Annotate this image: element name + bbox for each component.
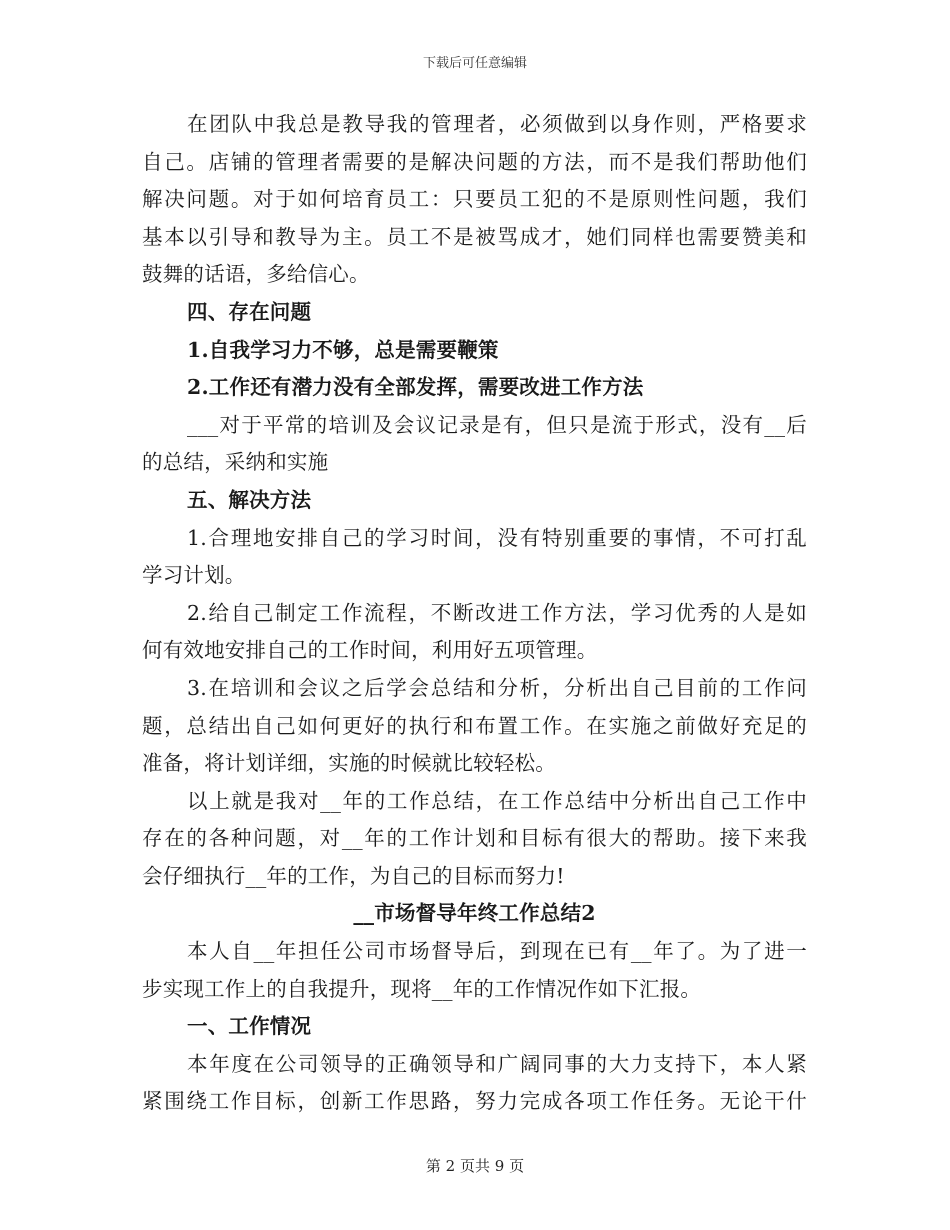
text-line: 以上就是我对__年的工作总结，在工作总结中分析出自己工作中 xyxy=(187,788,807,813)
text-line: 在团队中我总是教导我的管理者，必须做到以身作则，严格要求 xyxy=(187,112,807,136)
text-line: 何有效地安排自己的工作时间，利用好五项管理。 xyxy=(142,638,598,663)
text-line: 本年度在公司领导的正确领导和广阔同事的大力支持下，本人紧 xyxy=(187,1051,807,1076)
text-line: 准备，将计划详细，实施的时候就比较轻松。 xyxy=(142,751,556,776)
text-line: 的总结，采纳和实施 xyxy=(142,450,329,475)
text-line: 五、解决方法 xyxy=(187,487,312,512)
text-line: 存在的各种问题，对__年的工作计划和目标有很大的帮助。接下来我 xyxy=(142,826,807,851)
document-body xyxy=(142,106,807,1121)
text-line: 解决问题。对于如何培育员工：只要员工犯的不是原则性问题，我们 xyxy=(142,187,807,212)
text-line: ___对于平常的培训及会议记录是有，但只是流于形式，没有__后 xyxy=(187,412,807,437)
text-line: 鼓舞的话语，多给信心。 xyxy=(142,262,370,287)
text-line: 2.给自己制定工作流程，不断改进工作方法，学习优秀的人是如 xyxy=(187,600,807,625)
text-line: 3.在培训和会议之后学会总结和分析，分析出自己目前的工作问 xyxy=(187,675,807,700)
text-line: __市场督导年终工作总结2 xyxy=(353,901,596,926)
text-line: 本人自__年担任公司市场督导后，到现在已有__年了。为了进一 xyxy=(187,939,807,964)
text-line: 学习计划。 xyxy=(142,563,246,588)
text-line: 步实现工作上的自我提升，现将__年的工作情况作如下汇报。 xyxy=(142,976,702,1001)
text-line: 基本以引导和教导为主。员工不是被骂成才，她们同样也需要赞美和 xyxy=(142,224,807,249)
text-line: 会仔细执行__年的工作，为自己的目标而努力! xyxy=(142,863,565,888)
text-line: 1.自我学习力不够，总是需要鞭策 xyxy=(187,337,499,362)
text-line: 四、存在问题 xyxy=(187,299,312,324)
text-line: 2.工作还有潜力没有全部发挥，需要改进工作方法 xyxy=(187,375,644,400)
text-line: 1.合理地安排自己的学习时间，没有特别重要的事情，不可打乱 xyxy=(187,525,807,550)
text-line: 题，总结出自己如何更好的执行和布置工作。在实施之前做好充足的 xyxy=(142,713,807,738)
text-line: 自己。店铺的管理者需要的是解决问题的方法，而不是我们帮助他们 xyxy=(142,149,807,174)
page-footer: 第 2 页共 9 页 xyxy=(425,1157,525,1175)
text-line: 一、工作情况 xyxy=(187,1014,312,1039)
page-header: 下载后可任意编辑 xyxy=(422,56,527,71)
text-line: 紧围绕工作目标，创新工作思路，努力完成各项工作任务。无论干什 xyxy=(142,1089,807,1114)
